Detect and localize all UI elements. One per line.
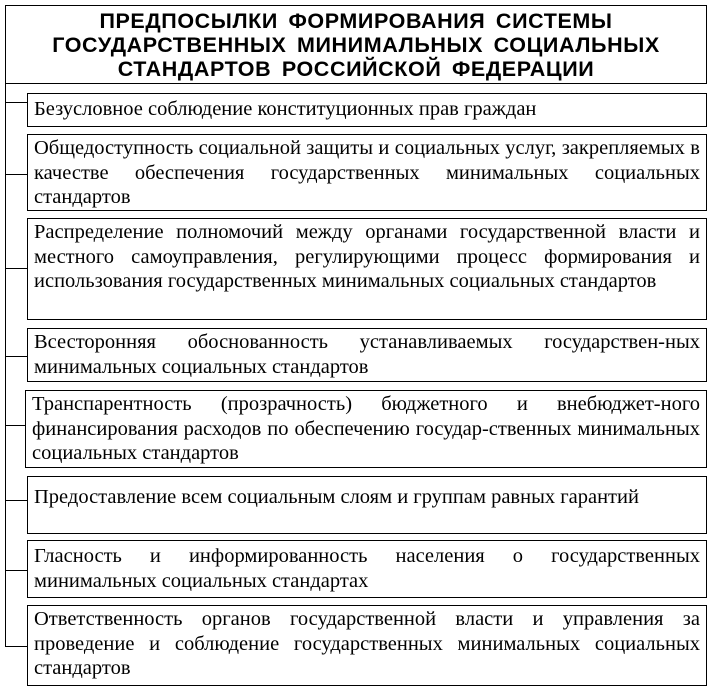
connector-3	[5, 268, 27, 269]
diagram-title-text: ПРЕДПОСЫЛКИ ФОРМИРОВАНИЯ СИСТЕМЫ ГОСУДАРСТВЕННЫХ МИНИМАЛЬНЫХ СОЦИАЛЬНЫХ СТАНДАРТОВ РОССИЙСКОЙ ФЕДЕРАЦИИ	[52, 8, 660, 81]
connector-5	[5, 425, 25, 426]
premise-item-4: Всесторонняя обоснованность устанавливаемых государствен-ных минимальных социальных стандартов	[27, 328, 707, 382]
connector-4	[5, 356, 27, 357]
premise-item-5: Транспарентность (прозрачность) бюджетного и внебюджет-ного финансирования расходов по обеспечению государ-ственных минимальных социальных стандартов	[25, 390, 707, 468]
premise-item-2: Общедоступность социальной защиты и социальных услуг, закрепляемых в качестве обеспечения государственных минимальных социальных стандартов	[27, 134, 707, 211]
diagram-title	[5, 5, 707, 84]
connector-7	[5, 570, 27, 571]
connector-6	[5, 500, 27, 501]
connector-2	[5, 174, 27, 175]
connector-1	[5, 102, 27, 103]
premise-item-3: Распределение полномочий между органами государственной власти и местного самоуправления, регулирующими процесс формирования и использования государственных минимальных социальных стандартов	[27, 218, 707, 320]
connector-spine	[5, 84, 6, 646]
premise-item-7: Гласность и информированность населения о государственных минимальных социальных стандартах	[27, 540, 707, 598]
premise-item-1: Безусловное соблюдение конституционных прав граждан	[27, 93, 707, 127]
connector-8	[5, 646, 27, 647]
premise-item-8: Ответственность органов государственной власти и управления за проведение и соблюдение государственных минимальных социальных стандартов	[27, 605, 707, 686]
premise-item-6: Предоставление всем социальным слоям и группам равных гарантий	[27, 476, 707, 534]
